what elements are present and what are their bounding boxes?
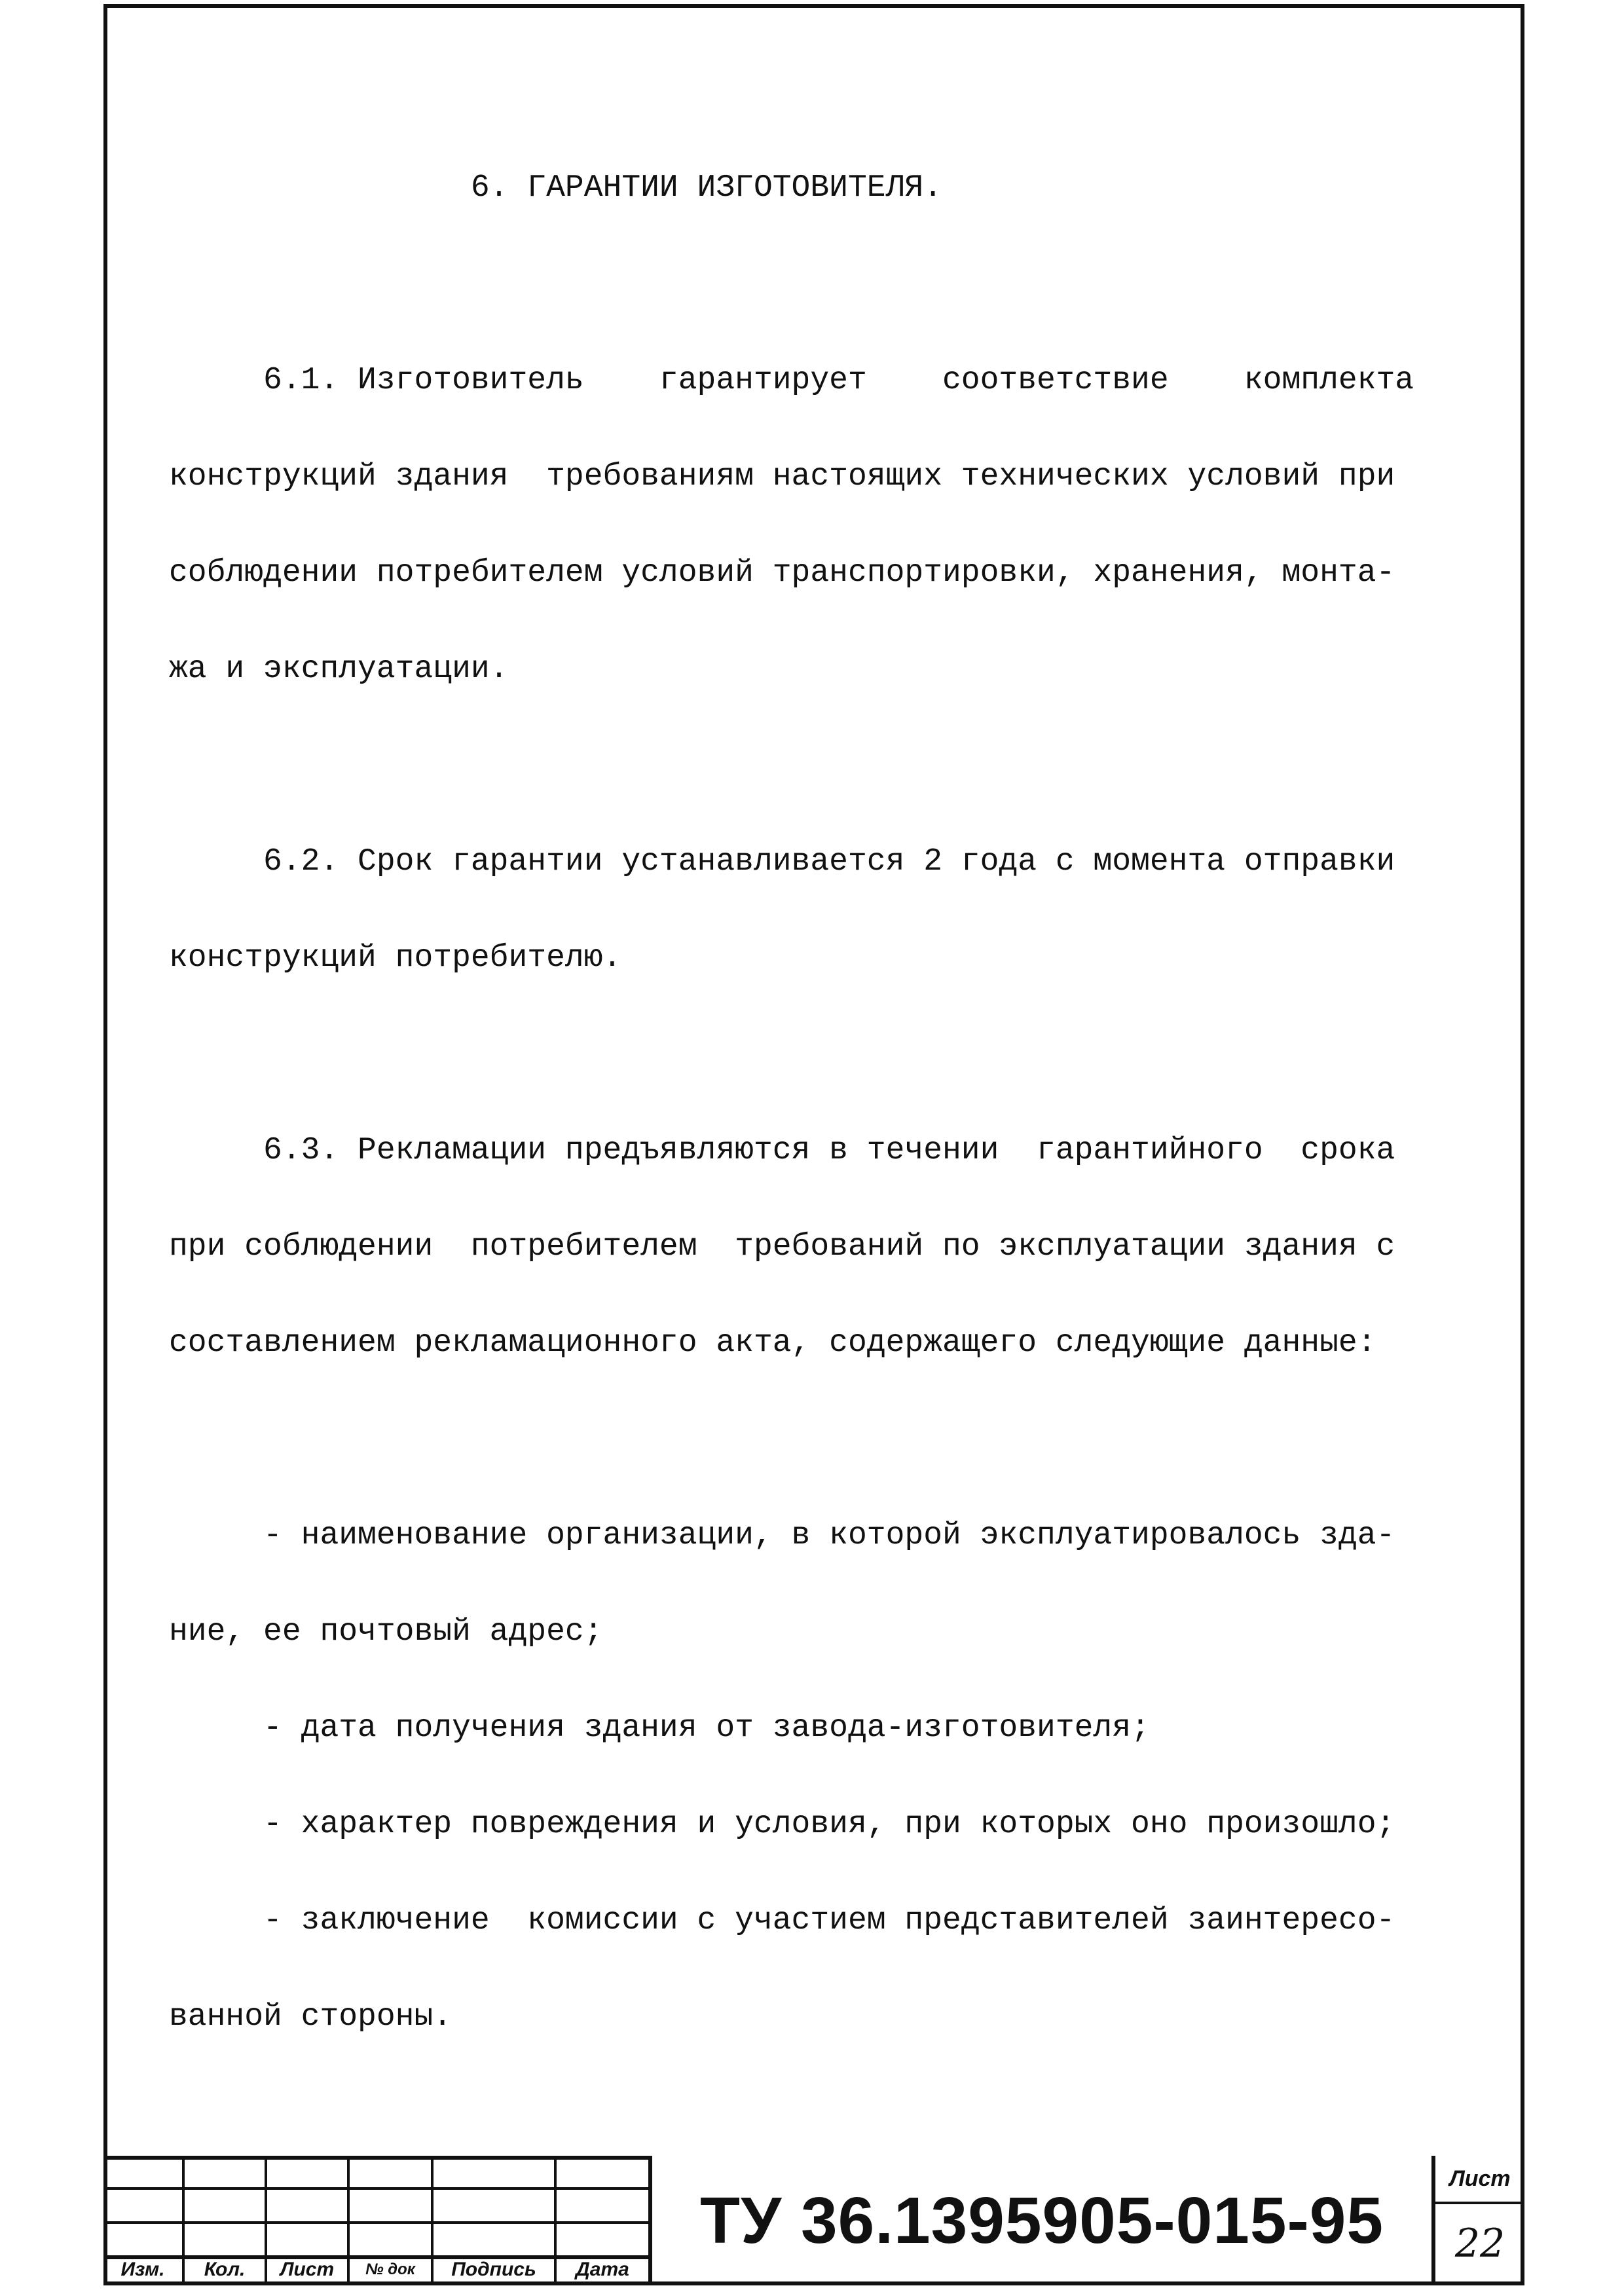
- title-block: [103, 2156, 1524, 2285]
- sheet-number: 22: [1454, 2221, 1505, 2266]
- table-rule: [103, 2187, 648, 2190]
- column-label-doc: № док: [365, 2261, 415, 2278]
- table-rule: [103, 2221, 648, 2224]
- text-line: составлением рекламационного акта, содержащего следующие данные:: [169, 1325, 1376, 1361]
- text-line: жа и эксплуатации.: [169, 652, 509, 687]
- list-item: - наименование организации, в которой эксплуатировалось зда-: [169, 1518, 1395, 1553]
- text-line: 6.3. Рекламации предъявляются в течении гарантийного срока: [169, 1133, 1395, 1168]
- text-line: соблюдении потребителем условий транспортировки, хранения, монта-: [169, 555, 1395, 591]
- document-body: [169, 108, 1469, 2065]
- text-line: [169, 1424, 1469, 1456]
- column-label-signature: Подпись: [451, 2259, 536, 2280]
- text-line: 6.1. Изготовитель гарантирует соответствие комплекта: [169, 363, 1414, 398]
- list-item: ние, ее почтовый адрес;: [169, 1614, 603, 1650]
- column-label-list: Лист: [280, 2259, 335, 2280]
- document-code: ТУ 36.1395905-015-95: [648, 2156, 1431, 2285]
- column-label-date: Дата: [576, 2259, 629, 2280]
- sheet-label: Лист: [1435, 2156, 1524, 2204]
- text-line: конструкций потребителю.: [169, 940, 622, 976]
- text-line: [169, 750, 1469, 782]
- text-line: конструкций здания требованиям настоящих технических условий при: [169, 459, 1395, 494]
- text-line: [169, 1039, 1469, 1071]
- text-line: [169, 268, 1469, 301]
- table-rule: [103, 2156, 648, 2160]
- text-line: 6.2. Срок гарантии устанавливается 2 года с момента отправки: [169, 844, 1395, 879]
- text-line: при соблюдении потребителем требований по эксплуатации здания с: [169, 1229, 1395, 1265]
- list-item: ванной стороны.: [169, 1999, 452, 2035]
- column-label-izm: Изм.: [120, 2259, 165, 2280]
- section-title: 6. ГАРАНТИИ ИЗГОТОВИТЕЛЯ.: [169, 170, 942, 206]
- list-item: - дата получения здания от завода-изготовителя;: [169, 1710, 1150, 1746]
- sheet-box: [1431, 2156, 1524, 2285]
- list-item: - заключение комиссии с участием представителей заинтересо-: [169, 1903, 1395, 1938]
- revision-table: [103, 2156, 648, 2285]
- column-label-kol: Кол.: [204, 2259, 246, 2280]
- list-item: - характер повреждения и условия, при которых оно произошло;: [169, 1807, 1395, 1842]
